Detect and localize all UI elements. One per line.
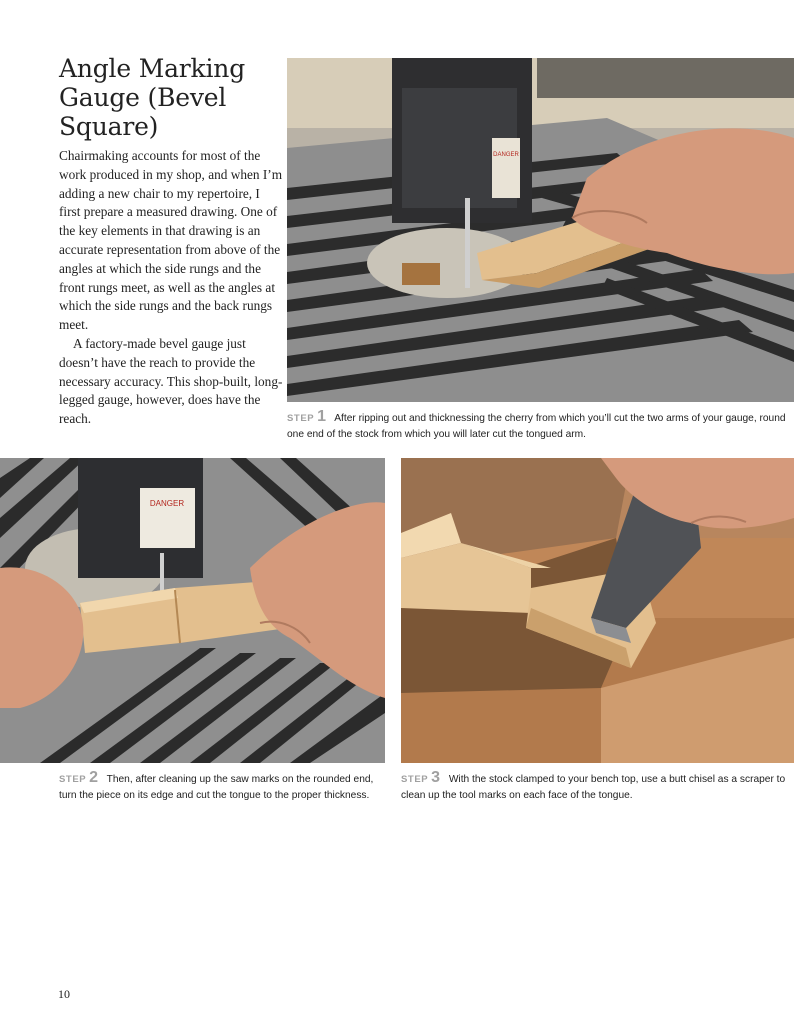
guard-label-1: DANGER — [493, 152, 519, 158]
step-number: 2 — [89, 769, 98, 786]
photo-step-3-chisel — [401, 458, 794, 763]
photo-step-2-tongue-cut — [0, 458, 385, 763]
intro-text — [59, 147, 283, 429]
step-text: With the stock clamped to your bench top, use a butt chisel as a scraper to clean up the tool marks on each face of the tongue. — [401, 774, 786, 801]
caption-step-1 — [287, 409, 787, 442]
step-text: After ripping out and thicknessing the cherry from which you’ll cut the two arms of your gauge, round one end of the stock from which you will later cut the tongued arm. — [287, 413, 786, 440]
step-text: Then, after cleaning up the saw marks on the rounded end, turn the piece on its edge and cut the tongue to the proper thickness. — [59, 774, 374, 801]
step-label: STEP — [287, 413, 315, 424]
step-number: 1 — [317, 408, 326, 425]
page-title: Angle Marking Gauge (Bevel Square) — [59, 54, 245, 141]
caption-step-3 — [401, 770, 791, 803]
guard-label-2: DANGER — [149, 499, 185, 508]
intro-paragraph-1: Chairmaking accounts for most of the work produced in my shop, and when I’m adding a new chair to my repertoire, I first prepare a measured drawing. One of the key elements in that drawing is an accurate representation from above of the angles at which the side rungs and the front rungs meet, as well as the angles at which the side rungs and the back rungs meet. — [59, 148, 283, 333]
page-number: 10 — [58, 987, 70, 1001]
step-label: STEP — [59, 774, 87, 785]
intro-paragraph-2: A factory-made bevel gauge just doesn’t have the reach to provide the necessary accuracy. This shop-built, long-legged gauge, however, does have the reach. — [59, 335, 283, 427]
step-label: STEP — [401, 774, 429, 785]
photo-step-1-bandsaw — [287, 58, 794, 402]
step-number: 3 — [431, 769, 440, 786]
caption-step-2 — [59, 770, 385, 803]
